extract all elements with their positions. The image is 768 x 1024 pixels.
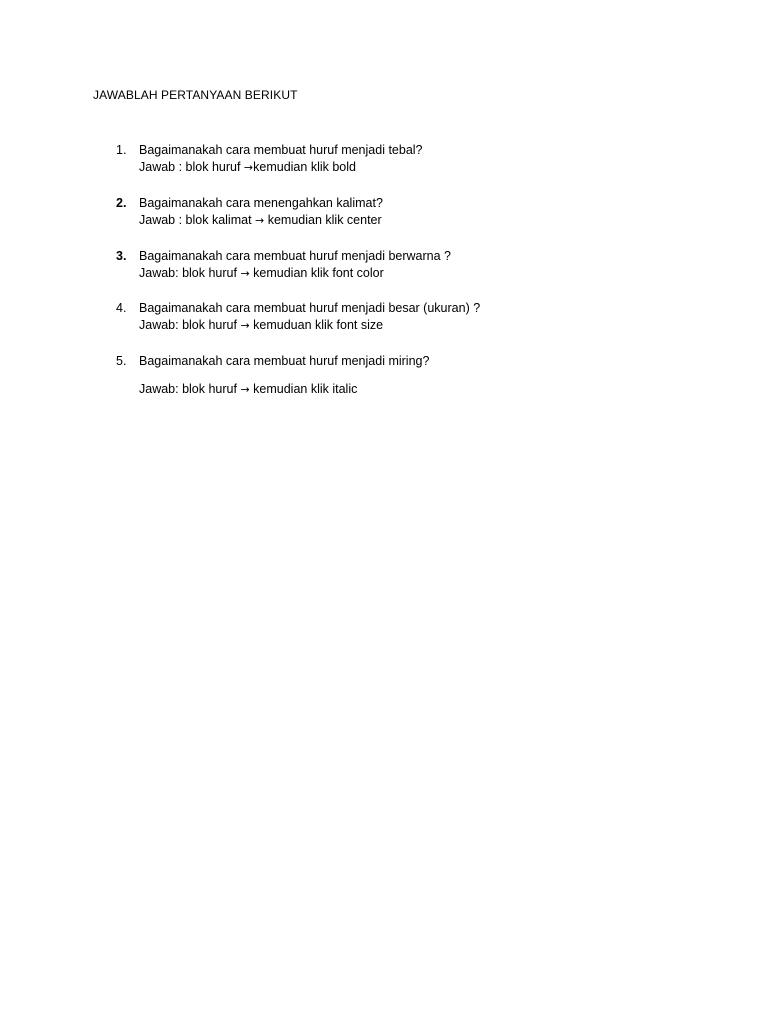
answer-prefix: Jawab: blok huruf bbox=[139, 266, 241, 280]
answer-prefix: Jawab : blok huruf bbox=[139, 160, 244, 174]
question-text: Bagaimanakah cara menengahkan kalimat? bbox=[139, 196, 383, 210]
question-number: 4. bbox=[116, 301, 127, 315]
arrow-right-icon: → bbox=[240, 383, 250, 396]
answer-prefix: Jawab: blok huruf bbox=[139, 318, 241, 332]
arrow-right-icon: → bbox=[240, 319, 250, 332]
question-text: Bagaimanakah cara membuat huruf menjadi berwarna ? bbox=[139, 249, 451, 263]
answer-text bbox=[139, 266, 384, 280]
arrow-right-icon: → bbox=[255, 214, 265, 227]
question-text: Bagaimanakah cara membuat huruf menjadi tebal? bbox=[139, 143, 423, 157]
answer-prefix: Jawab : blok kalimat bbox=[139, 213, 256, 227]
answer-text bbox=[139, 213, 382, 227]
question-number: 2. bbox=[116, 196, 127, 210]
question-number: 5. bbox=[116, 354, 127, 368]
arrow-right-icon: → bbox=[243, 161, 254, 174]
answer-text bbox=[139, 382, 357, 396]
question-text: Bagaimanakah cara membuat huruf menjadi besar (ukuran) ? bbox=[139, 301, 481, 315]
question-text: Bagaimanakah cara membuat huruf menjadi miring? bbox=[139, 354, 430, 368]
answer-text bbox=[139, 318, 383, 332]
question-number: 1. bbox=[116, 143, 127, 157]
answer-suffix: kemudian klik italic bbox=[249, 382, 358, 396]
answer-suffix: kemuduan klik font size bbox=[249, 318, 384, 332]
answer-suffix: kemudian klik font color bbox=[249, 266, 384, 280]
arrow-right-icon: → bbox=[240, 267, 250, 280]
document-title: JAWABLAH PERTANYAAN BERIKUT bbox=[93, 88, 298, 102]
answer-prefix: Jawab: blok huruf bbox=[139, 382, 241, 396]
question-number: 3. bbox=[116, 249, 127, 263]
answer-text bbox=[139, 160, 356, 174]
answer-suffix: kemudian klik center bbox=[264, 213, 382, 227]
answer-suffix: kemudian klik bold bbox=[253, 160, 356, 174]
